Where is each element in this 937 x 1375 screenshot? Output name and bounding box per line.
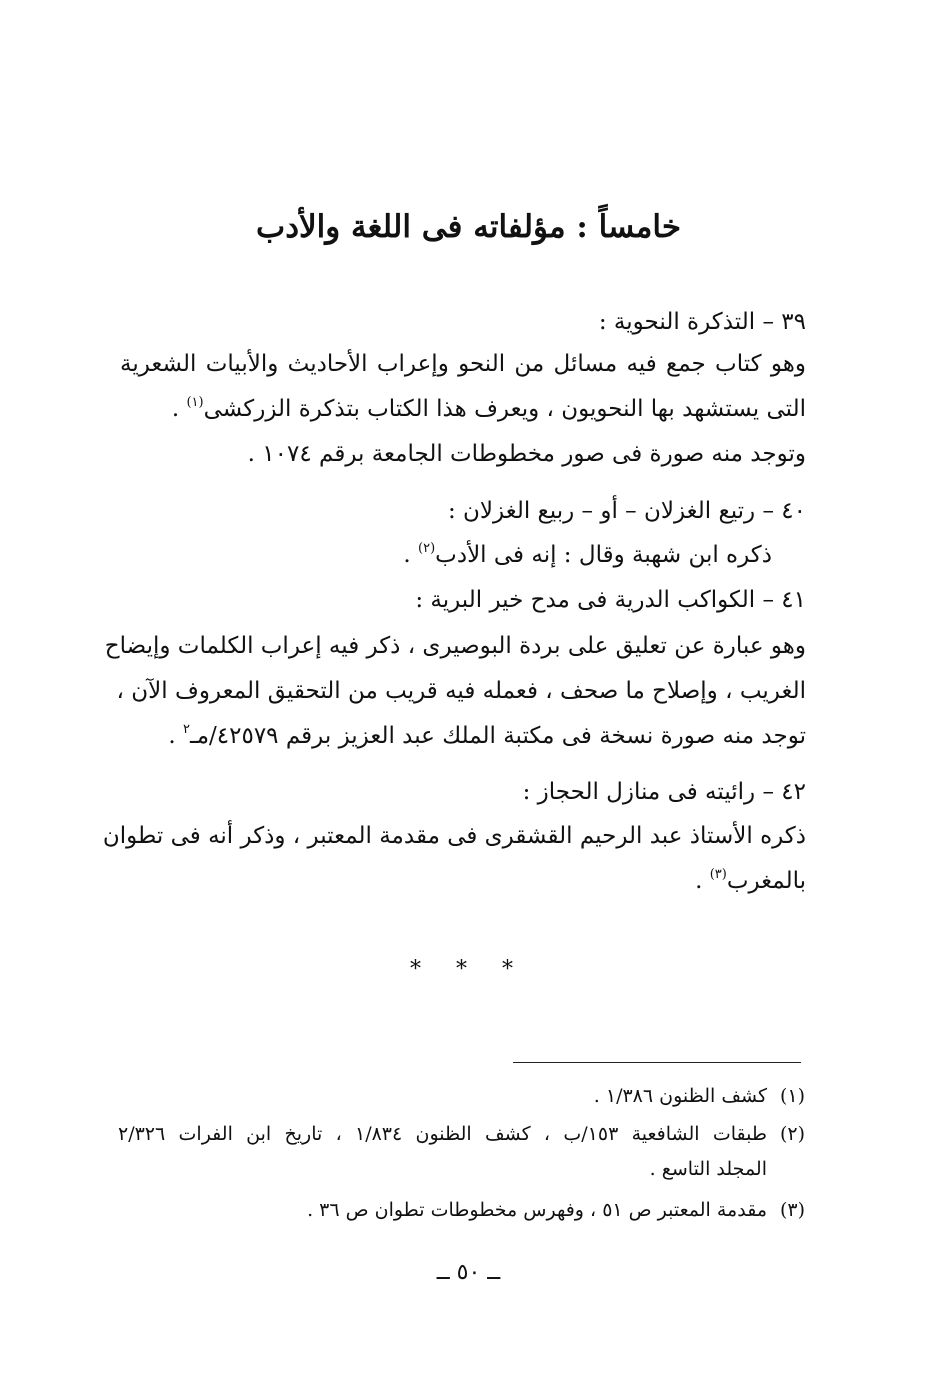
- entry-40-line-1-end: .: [403, 542, 419, 568]
- footnote-2-number: (٢): [779, 1123, 805, 1145]
- entry-41-line-3-text: توجد منه صورة نسخة فى مكتبة الملك عبد العزيز برقم ٤٢٥٧٩/مـ: [189, 723, 806, 749]
- entry-42-line-2-end: .: [695, 868, 710, 894]
- entry-41-heading: ٤١ – الكواكب الدرية فى مدح خير البرية :: [415, 587, 806, 613]
- entry-41-line-1: وهو عبارة عن تعليق على بردة البوصيرى ، ذكر فيه إعراب الكلمات وإيضاح: [104, 633, 806, 659]
- footnote-1-number: (١): [779, 1085, 805, 1107]
- section-title: خامساً : مؤلفاته فى اللغة والأدب: [256, 209, 681, 245]
- entry-39-heading: ٣٩ – التذكرة النحوية :: [598, 309, 806, 335]
- entry-41-line-3: [168, 716, 806, 756]
- footnote-ref-2: (٢): [418, 541, 436, 556]
- inline-superscript-2: ٢: [182, 722, 190, 737]
- entry-40-line-1-text: ذكره ابن شهبة وقال : إنه فى الأدب: [435, 542, 772, 568]
- page-number: ــ ٥٠ ــ: [436, 1260, 501, 1285]
- entry-40-heading: ٤٠ – رتيع الغزلان – أو – ربيع الغزلان :: [447, 498, 806, 524]
- entry-39-line-2-end: .: [171, 396, 187, 422]
- entry-39-line-2-text: التى يستشهد بها النحويون ، ويعرف هذا الكتاب بتذكرة الزركشى: [203, 396, 806, 422]
- footnote-2-text-continued: المجلد التاسع .: [649, 1158, 767, 1180]
- entry-39-line-2: [172, 389, 806, 429]
- footnote-1-text: كشف الظنون ١/٣٨٦ .: [593, 1085, 767, 1107]
- footnote-divider: [513, 1062, 801, 1063]
- entry-39-line-3: وتوجد منه صورة فى صور مخطوطات الجامعة برقم ١٠٧٤ .: [247, 441, 806, 467]
- entry-42-line-2-text: بالمغرب: [726, 868, 806, 894]
- entry-42-line-2: [695, 861, 806, 901]
- footnote-ref-3: (٣): [709, 867, 727, 882]
- entry-40-line-1: [403, 535, 772, 575]
- footnote-2-text: طبقات الشافعية ١٥٣/ب ، كشف الظنون ١/٨٣٤ ، تاريخ ابن الفرات ٢/٣٢٦: [118, 1123, 767, 1145]
- section-separator: * * *: [410, 957, 527, 982]
- entry-42-heading: ٤٢ – رائيته فى منازل الحجاز :: [522, 779, 806, 805]
- entry-41-line-3-end: .: [168, 723, 183, 749]
- footnote-ref-1: (١): [186, 395, 204, 410]
- entry-41-line-2: الغريب ، وإصلاح ما صحف ، فعمله فيه قريب من التحقيق المعروف الآن ،: [116, 678, 806, 704]
- entry-42-line-1: ذكره الأستاذ عبد الرحيم القشقرى فى مقدمة المعتبر ، وذكر أنه فى تطوان: [102, 823, 806, 849]
- footnote-3-text: مقدمة المعتبر ص ٥١ ، وفهرس مخطوطات تطوان ص ٣٦ .: [307, 1199, 767, 1221]
- entry-39-line-1: وهو كتاب جمع فيه مسائل من النحو وإعراب الأحاديث والأبيات الشعرية: [120, 351, 806, 377]
- footnote-3-number: (٣): [779, 1199, 805, 1221]
